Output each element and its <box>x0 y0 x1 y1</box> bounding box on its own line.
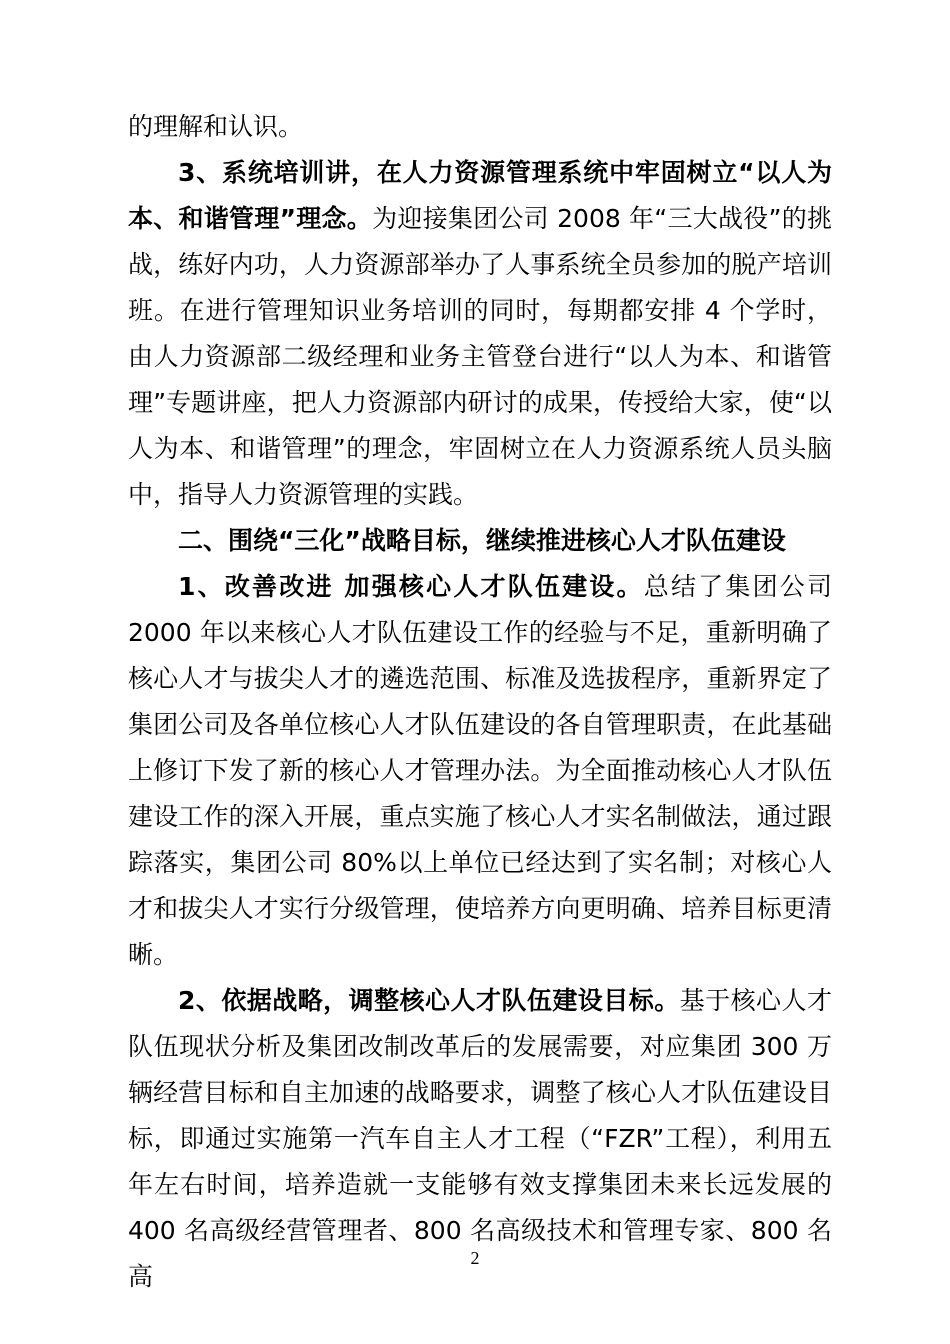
paragraph-3-text: 总结了集团公司 2000 年以来核心人才队伍建设工作的经验与不足，重新明确了核心人才与拔尖人才的遴选范围、标准及选拔程序，重新界定了集团公司及各单位核心人才队伍建设的各自管理职责，在此基础上修订下发了新的核心人才管理办法。为全面推动核心人才队伍建设工作的深入开展，重点实施了核心人才实名制做法，通过跟踪落实，集团公司 80%以上单位已经达到了实名制；对核心人才和拔尖人才实行分级管理，使培养方向更明确、培养目标更清晰。 <box>128 572 832 969</box>
page-number: 2 <box>470 1248 480 1268</box>
body-text <box>128 104 832 1300</box>
paragraph-2-lead: 3、系统培训讲，在人力资源管理系统中牢固树立“以人为本、和谐管理”理念。 <box>128 158 832 233</box>
paragraph-4-lead: 2、依据战略，调整核心人才队伍建设目标。 <box>178 986 680 1015</box>
paragraph-2 <box>128 150 832 518</box>
paragraph-3 <box>128 564 832 978</box>
section-heading <box>128 518 832 564</box>
paragraph-4-text: 基于核心人才队伍现状分析及集团改制改革后的发展需要，对应集团 300 万辆经营目标和自主加速的战略要求，调整了核心人才队伍建设目标，即通过实施第一汽车自主人才工程（“FZR”工程），利用五年左右时间，培养造就一支能够有效支撑集团未来长远发展的 400 名高级经营管理者、800 名高级技术和管理专家、800 名高 <box>128 986 832 1291</box>
paragraph-3-lead: 1、改善改进 加强核心人才队伍建设。 <box>178 572 644 601</box>
section-heading-text: 二、围绕“三化”战略目标，继续推进核心人才队伍建设 <box>178 526 786 555</box>
paragraph-1 <box>128 104 832 150</box>
paragraph-1-text: 的理解和认识。 <box>128 112 304 141</box>
paragraph-2-text: 为迎接集团公司 2008 年“三大战役”的挑战，练好内功，人力资源部举办了人事系统全员参加的脱产培训班。在进行管理知识业务培训的同时，每期都安排 4 个学时，由人力资源部二级经理和业务主管登台进行“以人为本、和谐管理”专题讲座，把人力资源部内研讨的成果，传授给大家，使“以人为本、和谐管理”的理念，牢固树立在人力资源系统人员头脑中，指导人力资源管理的实践。 <box>128 204 832 509</box>
